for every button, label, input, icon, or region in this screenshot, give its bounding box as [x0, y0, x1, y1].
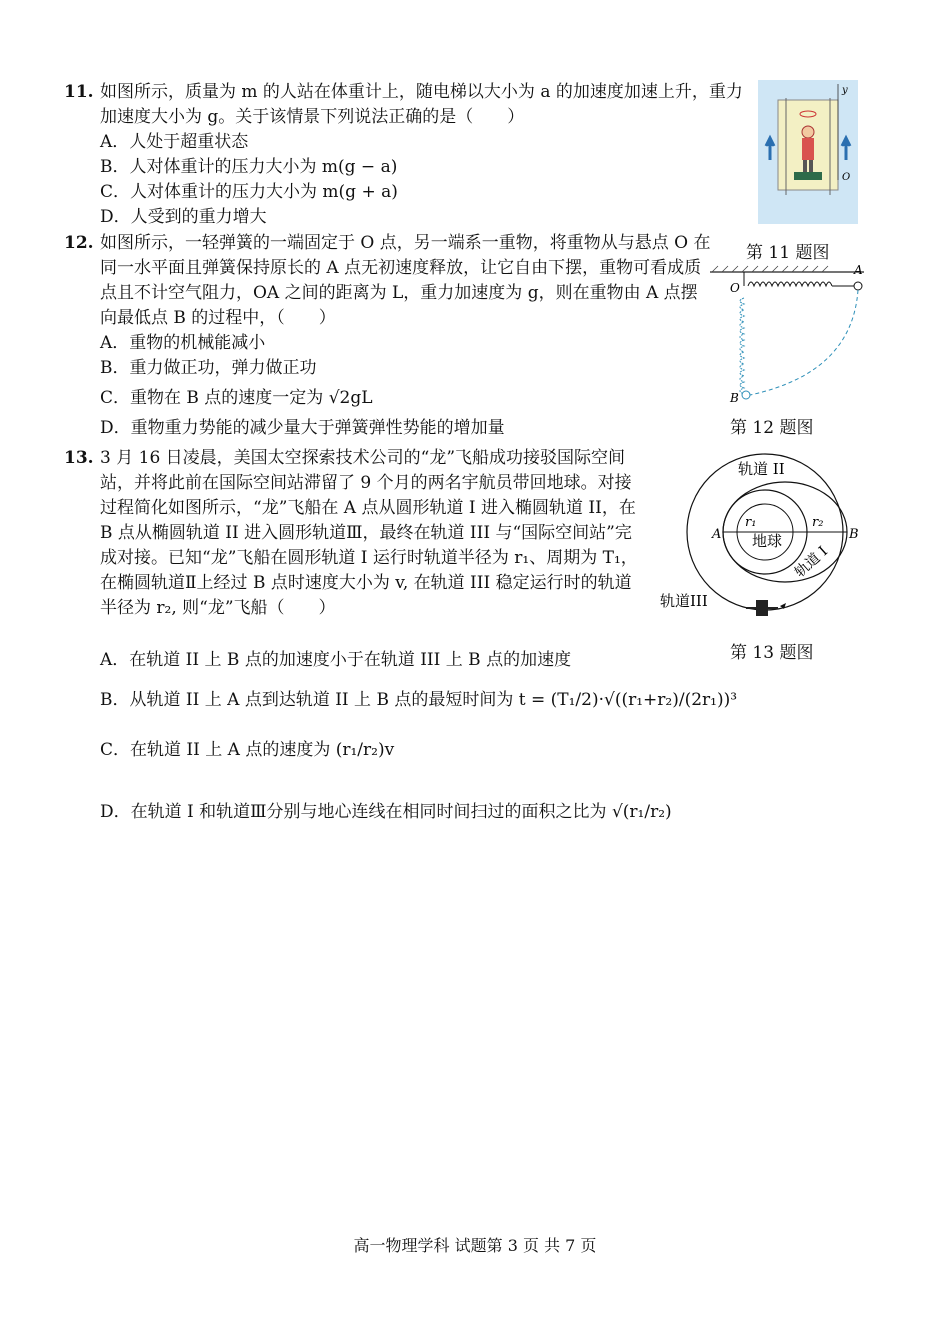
orbit-1-label: 轨道 I	[792, 543, 831, 581]
option-d[interactable]: D．人受到的重力增大	[100, 207, 267, 227]
question-13	[64, 446, 644, 621]
question-stem: 如图所示，一轻弹簧的一端固定于 O 点，另一端系一重物，将重物从与悬点 O 在同一水平面且弹簧保持原长的 A 点无初速度释放，让它自由下摆，重物可看成质点且不计空气阻力，OA 之间的距离为 L，重力加速度为 g，则在重物由 A 点摆向最低点 B 的过程中，（ ）	[100, 233, 711, 328]
option-b[interactable]: B．重力做正功，弹力做正功	[100, 358, 317, 378]
figure-11-caption: 第 11 题图	[746, 243, 830, 263]
person-leg	[803, 160, 807, 172]
swing-path-dashed	[750, 290, 858, 395]
ceiling-hatch	[712, 266, 828, 272]
option-a[interactable]: A．重物的机械能减小	[100, 333, 266, 353]
scale-icon	[794, 172, 822, 180]
person-head	[802, 126, 814, 138]
question-12	[64, 231, 714, 438]
point-label-o: O	[730, 281, 740, 295]
question-13-options	[64, 648, 884, 838]
axis-label-o: O	[842, 172, 851, 183]
question-number: 12.	[64, 233, 94, 253]
question-number: 13.	[64, 448, 94, 468]
point-label-a: A	[712, 527, 722, 542]
figure-13-orbits	[660, 450, 870, 630]
option-a[interactable]: A．在轨道 II 上 B 点的加速度小于在轨道 III 上 B 点的加速度	[100, 650, 572, 670]
options	[64, 130, 754, 230]
option-d[interactable]: D．重物重力势能的减少量大于弹簧弹性势能的增加量	[100, 418, 505, 438]
option-a[interactable]: A．人处于超重状态	[100, 132, 249, 152]
earth-label: 地球	[752, 532, 783, 550]
option-c[interactable]: C．在轨道 II 上 A 点的速度为 (r₁/r₂)v	[100, 740, 395, 760]
orbit-2-label: 轨道 II	[738, 460, 785, 478]
point-label-b: B	[730, 391, 739, 405]
page-footer: 高一物理学科 试题第 3 页 共 7 页	[353, 1236, 597, 1255]
figure-13-caption: 第 13 题图	[730, 643, 814, 663]
point-label-b: B	[849, 527, 859, 542]
option-c[interactable]: C．人对体重计的压力大小为 m(g + a)	[100, 182, 398, 202]
axis-label-y: y	[842, 85, 848, 96]
figure-12-caption: 第 12 题图	[730, 418, 814, 438]
figure-12-spring-pendulum	[702, 258, 872, 408]
option-c[interactable]: C．重物在 B 点的速度一定为 √2gL	[100, 388, 373, 408]
radius-label-r1: r₁	[745, 515, 757, 530]
person-body	[802, 138, 814, 160]
weight-at-b	[742, 391, 750, 399]
question-11	[64, 80, 754, 230]
option-b[interactable]: B．人对体重计的压力大小为 m(g − a)	[100, 157, 398, 177]
option-d[interactable]: D．在轨道 I 和轨道Ⅲ分别与地心连线在相同时间扫过的面积之比为 √(r₁/r₂)	[100, 802, 672, 822]
orbit-3-label: 轨道III	[660, 592, 708, 610]
options	[64, 331, 714, 438]
point-label-a: A	[854, 263, 863, 277]
person-leg	[809, 160, 813, 172]
spring-horizontal	[748, 282, 832, 286]
question-stem: 3 月 16 日凌晨，美国太空探索技术公司的“龙”飞船成功接驳国际空间站，并将此前在国际空间站滞留了 9 个月的两名宇航员带回地球。对接过程简化如图所示，“龙”飞船在 A 点从圆形轨道 I 进入椭圆轨道 II，在 B 点从椭圆轨道 II 进入圆形轨道Ⅲ，最终在轨道 III 与“国际空间站”完成对接。已知“龙”飞船在圆形轨道 I 运行时轨道半径为 r₁、周期为 T₁，在椭圆轨道Ⅱ上经过 B 点时速度大小为 v, 在轨道 III 稳定运行时的轨道半径为 r₂, 则“龙”飞船（ ）	[100, 448, 638, 618]
figure-11-elevator	[758, 80, 858, 224]
weight-at-a	[854, 282, 862, 290]
option-b[interactable]: B．从轨道 II 上 A 点到达轨道 II 上 B 点的最短时间为 t = (T₁/2)·√((r₁+r₂)/(2r₁))³	[100, 690, 738, 710]
spring-vertical-dashed	[740, 298, 744, 394]
question-stem: 如图所示，质量为 m 的人站在体重计上，随电梯以大小为 a 的加速度加速上升，重力加速度大小为 g。关于该情景下列说法正确的是（ ）	[100, 82, 743, 127]
question-number: 11.	[64, 82, 94, 102]
radius-label-r2: r₂	[812, 515, 824, 530]
